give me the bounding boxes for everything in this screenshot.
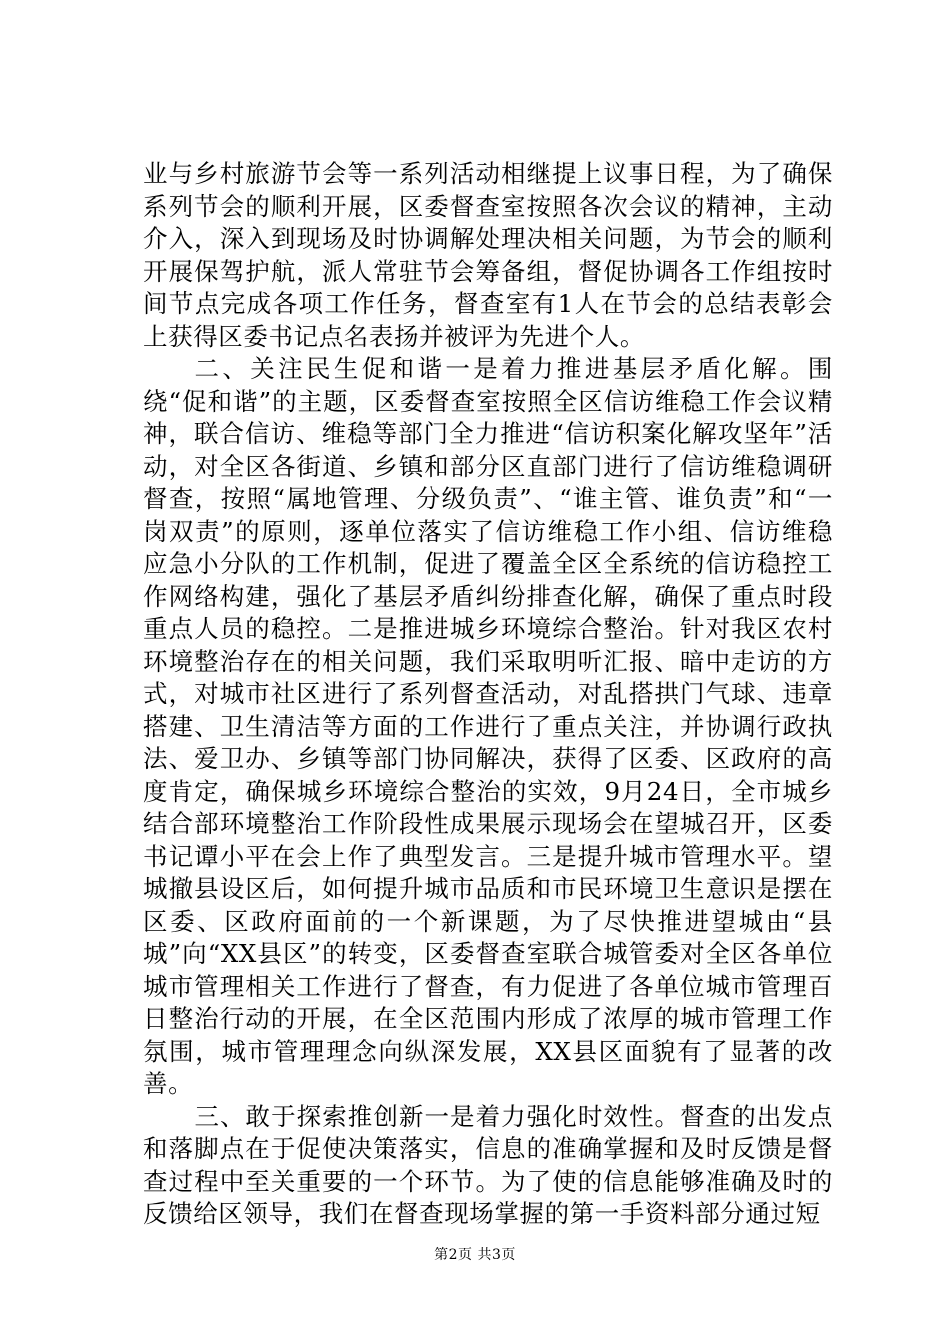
paragraph-continuation: 业与乡村旅游节会等一系列活动相继提上议事日程，为了确保系列节会的顺利开展，区委督查室按照各次会议的精神，主动介入，深入到现场及时协调解处理决相关问题，为节会的顺利开展保驾护航，派人常驻节会筹备组，督促协调各工作组按时间节点完成各项工作任务，督查室有1人在节会的总结表彰会上获得区委书记点名表扬并被评为先进个人。 bbox=[143, 159, 833, 351]
paragraph-section-two: 二、关注民生促和谐一是着力推进基层矛盾化解。围绕“促和谐”的主题，区委督查室按照全区信访维稳工作会议精神，联合信访、维稳等部门全力推进“信访积案化解攻坚年”活动，对全区各街道、乡镇和部分区直部门进行了信访维稳调研督查，按照“属地管理、分级负责”、“谁主管、谁负责”和“一岗双责”的原则，逐单位落实了信访维稳工作小组、信访维稳应急小分队的工作机制，促进了覆盖全区全系统的信访稳控工作网络构建，强化了基层矛盾纠纷排查化解，确保了重点时段重点人员的稳控。二是推进城乡环境综合整治。针对我区农村环境整治存在的相关问题，我们采取明听汇报、暗中走访的方式，对城市社区进行了系列督查活动，对乱搭拱门气球、违章搭建、卫生清洁等方面的工作进行了重点关注，并协调行政执法、爱卫办、乡镇等部门协同解决，获得了区委、区政府的高度肯定，确保城乡环境综合整治的实效，9月24日，全市城乡结合部环境整治工作阶段性成果展示现场会在望城召开，区委书记谭小平在会上作了典型发言。三是提升城市管理水平。望城撤县设区后，如何提升城市品质和市民环境卫生意识是摆在区委、区政府面前的一个新课题，为了尽快推进望城由“县城”向“XX县区”的转变，区委督查室联合城管委对全区各单位城市管理相关工作进行了督查，有力促进了各单位城市管理百日整治行动的开展，在全区范围内形成了浓厚的城市管理工作氛围，城市管理理念向纵深发展，XX县区面貌有了显著的改善。 bbox=[143, 354, 833, 1098]
paragraph-section-three: 三、敢于探索推创新一是着力强化时效性。督查的出发点和落脚点在于促使决策落实，信息的准确掌握和及时反馈是督查过程中至关重要的一个环节。为了使的信息能够准确及时的反馈给区领导，我们在督查现场掌握的第一手资料部分通过短 bbox=[143, 1101, 833, 1228]
page-number: 第2页 共3页 bbox=[434, 1247, 516, 1263]
page-footer bbox=[0, 1246, 950, 1264]
document-body bbox=[143, 158, 833, 1231]
